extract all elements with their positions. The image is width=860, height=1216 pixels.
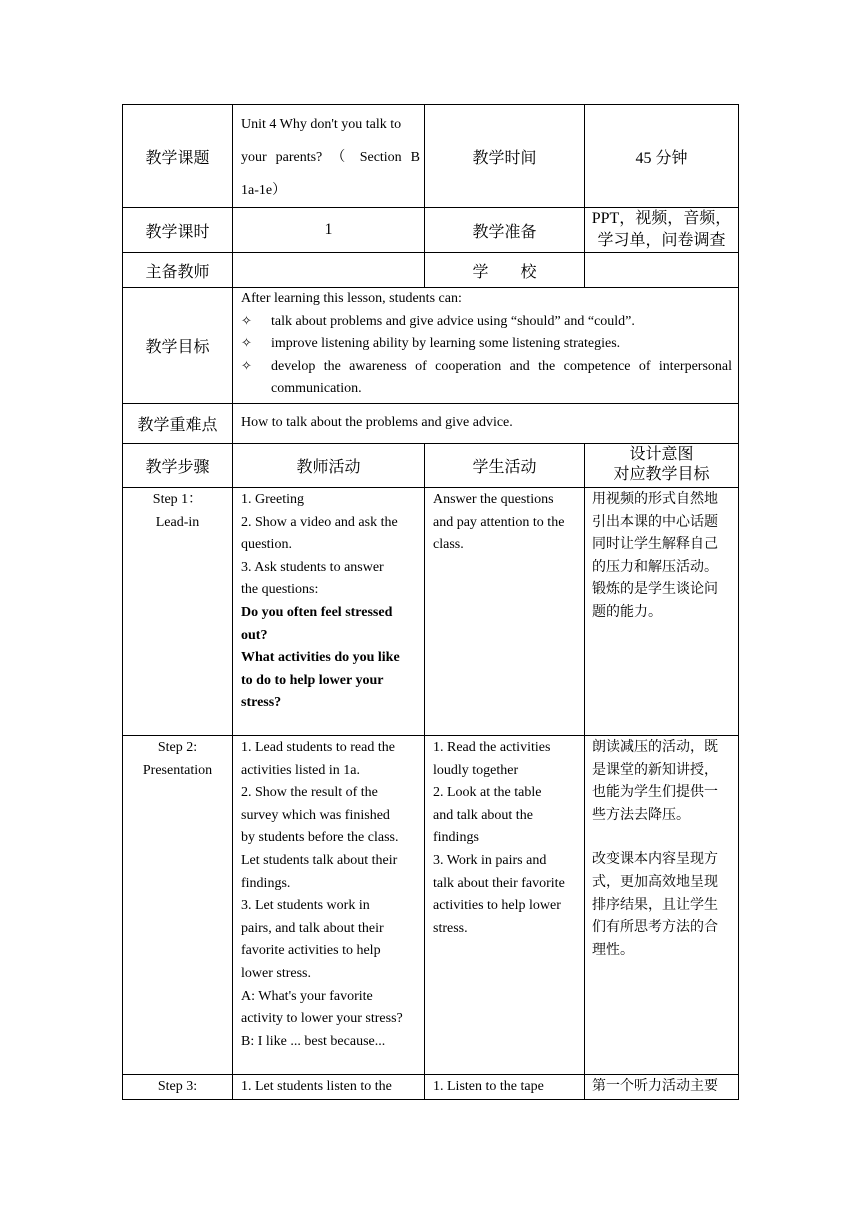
design-intent: 用视频的形式自然地 引出本课的中心话题 同时让学生解释自己 的压力和解压活动。 锻炼的是学生谈论问 题的能力。: [585, 487, 739, 735]
periods-label: 教学课时: [123, 208, 233, 253]
school-label: 学 校: [425, 253, 585, 288]
topic-value: Unit 4 Why don't you talk to your parents? （ Section B 1a-1e）: [233, 105, 425, 208]
step-row: [123, 735, 739, 1074]
row-teacher-school: [123, 253, 739, 288]
periods-value: 1: [233, 208, 425, 253]
row-key-points: [123, 403, 739, 443]
design-intent: 第一个听力活动主要: [585, 1074, 739, 1099]
step-name: Step 3:: [123, 1074, 233, 1099]
header-teacher: 教师活动: [233, 443, 425, 487]
student-activity: 1. Read the activities loudly together 2. Look at the table and talk about the findings 3. Work in pairs and talk about their favorite activities to help lower stress.: [425, 735, 585, 1074]
time-label: 教学时间: [425, 105, 585, 208]
lesson-plan-table: [122, 104, 739, 1100]
time-value: 45 分钟: [585, 105, 739, 208]
student-activity: 1. Listen to the tape: [425, 1074, 585, 1099]
objectives-content: [233, 288, 739, 404]
diamond-bullet-icon: ✧: [241, 358, 252, 374]
teacher-activity: 1. Lead students to read the activities listed in 1a. 2. Show the result of the survey which was finished by students before the class. Let students talk about their findings. 3. Let students work in pairs, and talk about their favorite activities to help lower stress. A: What's your favorite activity to lower your stress? B: I like ... best because...: [233, 735, 425, 1074]
key-points-value: How to talk about the problems and give advice.: [233, 403, 739, 443]
header-design: 设计意图 对应教学目标: [585, 443, 739, 487]
step-name: Step 1： Lead-in: [123, 487, 233, 735]
objective-item: ✧ improve listening ability by learning some listening strategies.: [241, 333, 732, 356]
objectives-label: 教学目标: [123, 288, 233, 404]
key-points-label: 教学重难点: [123, 403, 233, 443]
teacher-activity: 1. Greeting 2. Show a video and ask the question. 3. Ask students to answer the questions: Do you often feel stressed out? What activities do you like to do to help lower your stress?: [233, 487, 425, 735]
diamond-bullet-icon: ✧: [241, 336, 252, 352]
step-row: [123, 1074, 739, 1099]
teacher-label: 主备教师: [123, 253, 233, 288]
objectives-intro: After learning this lesson, students can:: [241, 291, 462, 306]
header-student: 学生活动: [425, 443, 585, 487]
row-objectives: [123, 288, 739, 404]
teacher-activity: 1. Let students listen to the: [233, 1074, 425, 1099]
topic-label: 教学课题: [123, 105, 233, 208]
header-steps: 教学步骤: [123, 443, 233, 487]
step-name: Step 2: Presentation: [123, 735, 233, 1074]
objective-item: ✧ talk about problems and give advice using “should” and “could”.: [241, 311, 732, 334]
design-intent: 朗读减压的活动，既 是课堂的新知讲授， 也能为学生们提供一 些方法去降压。 改变课本内容呈现方 式，更加高效地呈现 排序结果，且让学生 们有所思考方法的合 理性。: [585, 735, 739, 1074]
diamond-bullet-icon: ✧: [241, 313, 252, 329]
row-topic: [123, 105, 739, 208]
prep-value: PPT，视频，音频， 学习单，问卷调查: [585, 208, 739, 253]
row-periods: [123, 208, 739, 253]
prep-label: 教学准备: [425, 208, 585, 253]
step-row: [123, 487, 739, 735]
student-activity: Answer the questions and pay attention to the class.: [425, 487, 585, 735]
steps-header-row: [123, 443, 739, 487]
school-value: [585, 253, 739, 288]
teacher-value: [233, 253, 425, 288]
objective-item: ✧ develop the awareness of cooperation and the competence of interpersonal communication.: [241, 356, 732, 401]
